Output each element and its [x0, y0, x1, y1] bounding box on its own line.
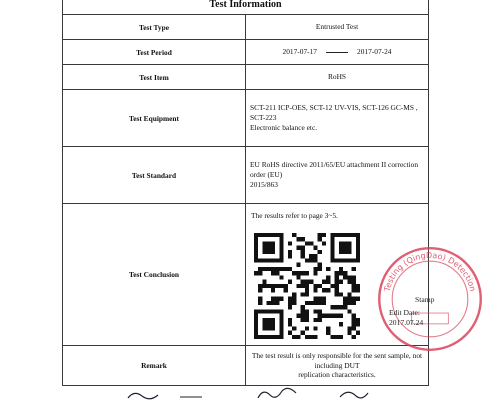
period-end: 2017-07-24 [357, 47, 392, 56]
edit-date-label: Edit Date: [389, 307, 420, 317]
equipment-line-1: SCT-211 ICP-OES, SCT-12 UV-VIS, SCT-126 GC-MS , SCT-223 [250, 103, 418, 122]
test-item-value: RoHS [246, 65, 429, 90]
test-period-label: Test Period [63, 40, 246, 65]
test-information-table [62, 0, 479, 386]
svg-text:Testing (QingDao) Detection: Testing (QingDao) Detection [381, 249, 479, 292]
edit-date [389, 308, 424, 329]
qr-code-icon [254, 233, 360, 339]
standard-line-2: 2015/863 [250, 179, 278, 189]
period-start: 2017-07-17 [282, 47, 317, 56]
standard-line-1: EU RoHS directive 2011/65/EU attachment II correction order (EU) [250, 160, 419, 179]
row-test-equipment [63, 90, 429, 147]
test-conclusion-value [246, 204, 479, 346]
test-item-label: Test Item [63, 65, 246, 90]
test-type-value: Entrusted Test [246, 15, 429, 40]
test-equipment-value [246, 90, 429, 147]
row-test-period [63, 40, 429, 65]
conclusion-note: The results refer to page 3~5. [251, 210, 338, 220]
test-conclusion-label: Test Conclusion [63, 204, 246, 346]
row-remark [63, 346, 429, 386]
test-type-label: Test Type [63, 15, 246, 40]
test-standard-value [246, 147, 429, 204]
remark-label: Remark [63, 346, 246, 386]
test-standard-label: Test Standard [63, 147, 246, 204]
stamp-label: Stamp [415, 294, 435, 304]
remark-line-2: replication characteristics. [298, 370, 376, 380]
row-test-conclusion [63, 204, 429, 346]
row-test-item [63, 65, 429, 90]
signature-strokes [0, 386, 495, 400]
test-period-value [246, 40, 429, 65]
period-dash [326, 52, 348, 53]
edit-date-value: 2017.07.24 [389, 317, 424, 327]
section-title: Test Information [63, 0, 429, 15]
equipment-line-2: Electronic balance etc. [250, 122, 318, 132]
row-test-standard [63, 147, 429, 204]
remark-line-1: The test result is only responsible for the sent sample, not including DUT [251, 350, 423, 370]
row-test-type [63, 15, 429, 40]
test-equipment-label: Test Equipment [63, 90, 246, 147]
